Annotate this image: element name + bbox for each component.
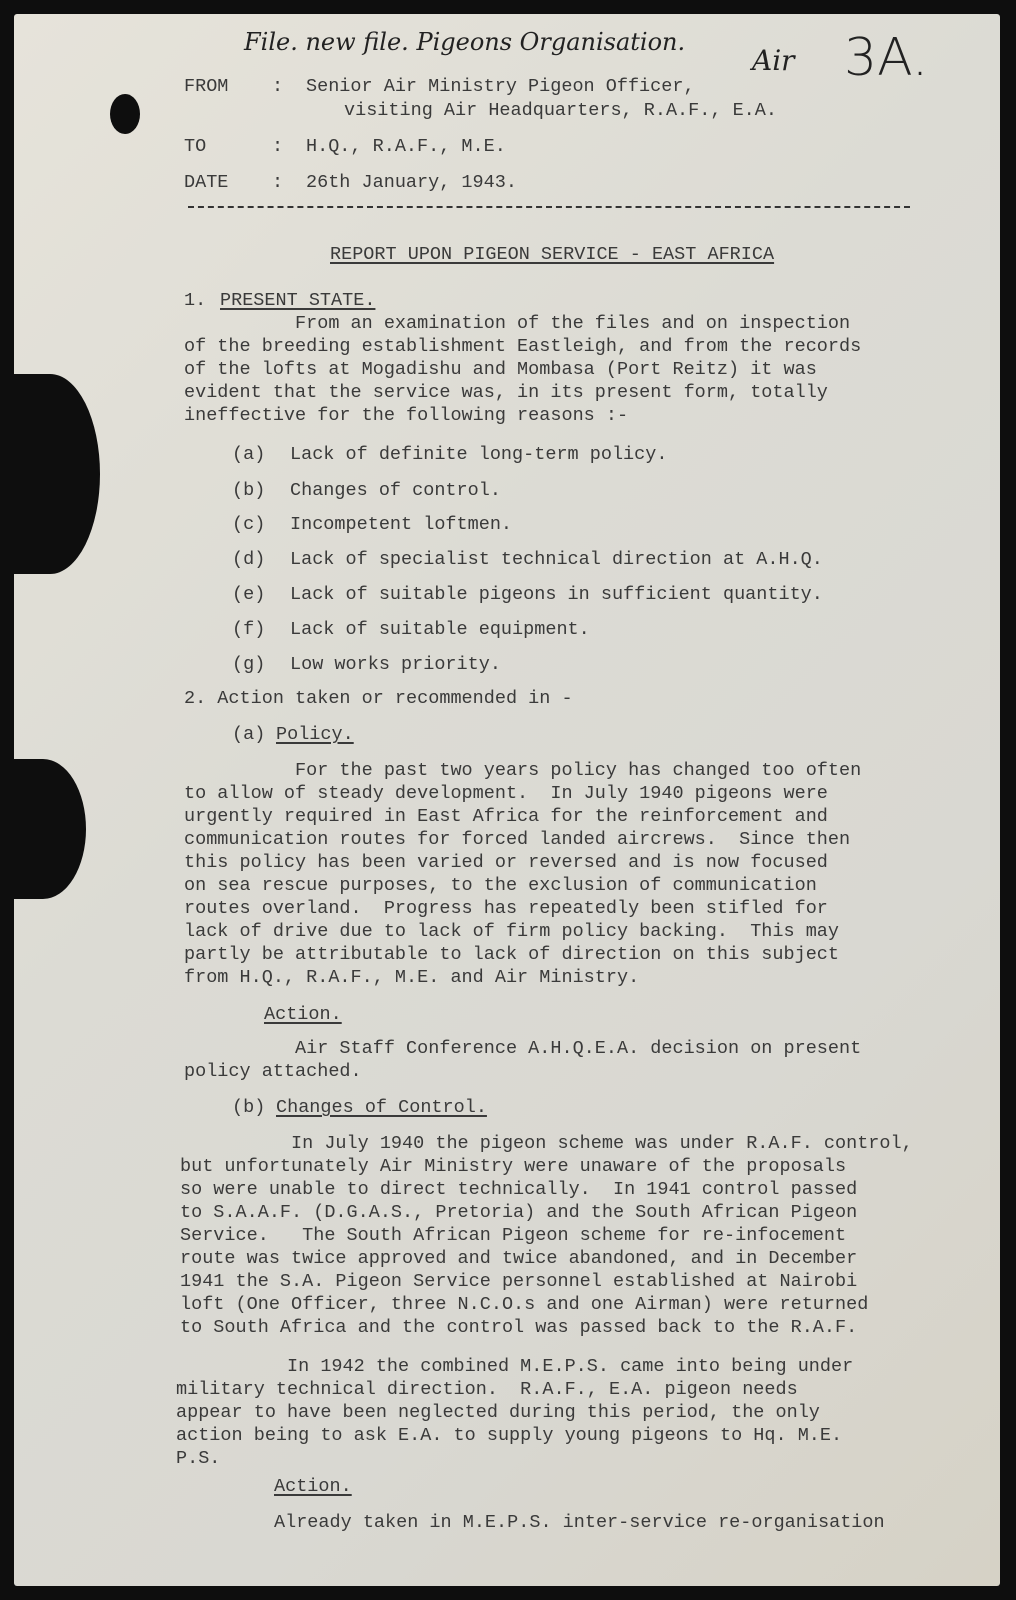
reason-label: (c) <box>232 514 266 535</box>
handwritten-annotation: File. new file. Pigeons Organisation. <box>244 28 686 56</box>
control-action-heading: Action. <box>274 1476 352 1497</box>
control-line: In July 1940 the pigeon scheme was under R.A.F. control, <box>180 1133 913 1154</box>
policy-line: this policy has been varied or reversed and is now focused <box>184 852 828 873</box>
control-line-2: P.S. <box>176 1448 221 1469</box>
reason-label: (f) <box>232 619 266 640</box>
section-1-number: 1. <box>184 290 207 311</box>
document-page <box>14 14 1000 1586</box>
to-label: TO <box>184 136 207 157</box>
policy-line: routes overland. Progress has repeatedly been stifled for <box>184 898 828 919</box>
control-line-2: In 1942 the combined M.E.P.S. came into being under <box>176 1356 854 1377</box>
control-heading: Changes of Control. <box>276 1097 487 1118</box>
date-value: 26th January, 1943. <box>306 172 517 193</box>
reason-label: (e) <box>232 584 266 605</box>
section-2-heading: 2. Action taken or recommended in - <box>184 688 573 709</box>
policy-line: from H.Q., R.A.F., M.E. and Air Ministry. <box>184 967 640 988</box>
policy-line: partly be attributable to lack of direction on this subject <box>184 944 840 965</box>
handwritten-initials: Air <box>752 44 795 77</box>
section-1-line: of the breeding establishment Eastleigh, and from the records <box>184 336 862 357</box>
policy-label: (a) <box>232 724 266 745</box>
section-1-line: ineffective for the following reasons :- <box>184 405 629 426</box>
separator: : <box>272 172 284 193</box>
report-title: REPORT UPON PIGEON SERVICE - EAST AFRICA <box>330 244 775 265</box>
control-line: route was twice approved and twice abandoned, and in December <box>180 1248 858 1269</box>
section-1-line: evident that the service was, in its present form, totally <box>184 382 828 403</box>
policy-line: on sea rescue purposes, to the exclusion of communication <box>184 875 817 896</box>
control-line-2: military technical direction. R.A.F., E.A. pigeon needs <box>176 1379 798 1400</box>
folio-number: 3A. <box>844 28 929 88</box>
control-line: but unfortunately Air Ministry were unaware of the proposals <box>180 1156 847 1177</box>
control-line: loft (One Officer, three N.C.O.s and one Airman) were returned <box>180 1294 869 1315</box>
policy-action-heading: Action. <box>264 1004 342 1025</box>
reason-label: (d) <box>232 549 266 570</box>
reason-label: (g) <box>232 654 266 675</box>
reason-label: (a) <box>232 444 266 465</box>
policy-heading: Policy. <box>276 724 354 745</box>
control-action-line: Already taken in M.E.P.S. inter-service re-organisation <box>274 1512 885 1533</box>
control-label: (b) <box>232 1097 266 1118</box>
control-line: Service. The South African Pigeon scheme for re-infocement <box>180 1225 847 1246</box>
reason-text: Changes of control. <box>290 480 501 501</box>
date-label: DATE <box>184 172 229 193</box>
from-line-2: visiting Air Headquarters, R.A.F., E.A. <box>344 100 777 121</box>
torn-edge <box>0 759 86 899</box>
punch-hole <box>110 94 140 134</box>
reason-text: Incompetent loftmen. <box>290 514 513 535</box>
reason-text: Lack of suitable pigeons in sufficient quantity. <box>290 584 823 605</box>
control-line-2: appear to have been neglected during this period, the only <box>176 1402 820 1423</box>
section-1-line: From an examination of the files and on inspection <box>184 313 851 334</box>
reason-text: Low works priority. <box>290 654 501 675</box>
policy-line: to allow of steady development. In July 1940 pigeons were <box>184 783 828 804</box>
control-line: so were unable to direct technically. In 1941 control passed <box>180 1179 858 1200</box>
header-divider <box>188 206 910 208</box>
separator: : <box>272 136 284 157</box>
from-line-1: Senior Air Ministry Pigeon Officer, <box>306 76 695 97</box>
torn-edge <box>0 374 100 574</box>
section-1-heading: PRESENT STATE. <box>220 290 376 311</box>
to-value: H.Q., R.A.F., M.E. <box>306 136 506 157</box>
policy-action-line: Air Staff Conference A.H.Q.E.A. decision on present <box>184 1038 862 1059</box>
separator: : <box>272 76 284 97</box>
reason-text: Lack of suitable equipment. <box>290 619 590 640</box>
control-line-2: action being to ask E.A. to supply young pigeons to Hq. M.E. <box>176 1425 843 1446</box>
reason-text: Lack of definite long-term policy. <box>290 444 668 465</box>
reason-label: (b) <box>232 480 266 501</box>
from-label: FROM <box>184 76 229 97</box>
control-line: 1941 the S.A. Pigeon Service personnel established at Nairobi <box>180 1271 858 1292</box>
policy-action-line: policy attached. <box>184 1061 362 1082</box>
policy-line: urgently required in East Africa for the reinforcement and <box>184 806 828 827</box>
policy-line: lack of drive due to lack of firm policy backing. This may <box>184 921 840 942</box>
policy-line: communication routes for forced landed aircrews. Since then <box>184 829 851 850</box>
reason-text: Lack of specialist technical direction at A.H.Q. <box>290 549 823 570</box>
control-line: to South Africa and the control was passed back to the R.A.F. <box>180 1317 858 1338</box>
control-line: to S.A.A.F. (D.G.A.S., Pretoria) and the South African Pigeon <box>180 1202 858 1223</box>
policy-line: For the past two years policy has changed too often <box>184 760 862 781</box>
section-1-line: of the lofts at Mogadishu and Mombasa (Port Reitz) it was <box>184 359 817 380</box>
